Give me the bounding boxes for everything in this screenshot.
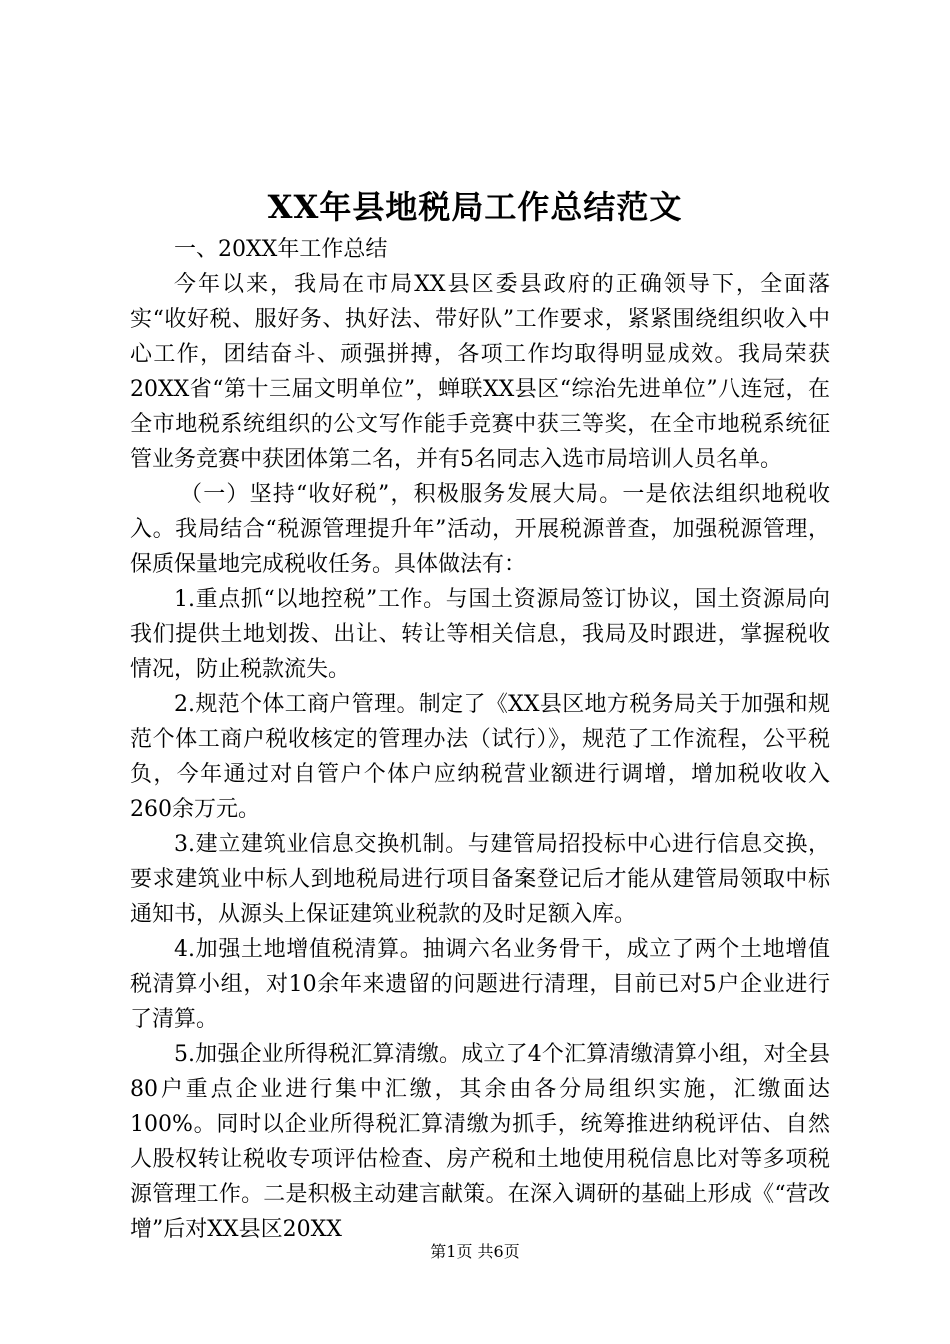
paragraph-subsection-one: （一）坚持“收好税”，积极服务发展大局。一是依法组织地税收入。我局结合“税源管理提升年”活动，开展税源普查，加强税源管理，保质保量地完成税收任务。具体做法有： xyxy=(130,482,830,577)
paragraph-intro: 今年以来，我局在市局XX县区委县政府的正确领导下，全面落实“收好税、服好务、执好法、带好队”工作要求，紧紧围绕组织收入中心工作，团结奋斗、顽强拼搏，各项工作均取得明显成效。我局荣获20XX省“第十三届文明单位”，蝉联XX县区“综治先进单位”八连冠，在全市地税系统组织的公文写作能手竞赛中获三等奖，在全市地税系统征管业务竞赛中获团体第二名，并有5名同志入选市局培训人员名单。 xyxy=(130,272,830,472)
paragraph-item-5: 5.加强企业所得税汇算清缴。成立了4个汇算清缴清算小组，对全县80户重点企业进行集中汇缴，其余由各分局组织实施，汇缴面达100%。同时以企业所得税汇算清缴为抓手，统筹推进纳税评估、自然人股权转让税收专项评估检查、房产税和土地使用税信息比对等多项税源管理工作。二是积极主动建言献策。在深入调研的基础上形成《“营改增”后对XX县区20XX xyxy=(130,1042,830,1242)
paragraph-item-4: 4.加强土地增值税清算。抽调六名业务骨干，成立了两个土地增值税清算小组，对10余年来遗留的问题进行清理，目前已对5户企业进行了清算。 xyxy=(130,937,830,1032)
document-title: XX年县地税局工作总结范文 xyxy=(267,188,683,226)
paragraph-item-3: 3.建立建筑业信息交换机制。与建管局招投标中心进行信息交换，要求建筑业中标人到地税局进行项目备案登记后才能从建管局领取中标通知书，从源头上保证建筑业税款的及时足额入库。 xyxy=(130,832,830,927)
page-footer: 第1页 共6页 xyxy=(430,1242,520,1261)
document-body xyxy=(130,232,830,1247)
paragraph-item-2: 2.规范个体工商户管理。制定了《XX县区地方税务局关于加强和规范个体工商户税收核定的管理办法（试行）》，规范了工作流程，公平税负，今年通过对自管户个体户应纳税营业额进行调增，增加税收收入260余万元。 xyxy=(130,692,830,822)
section-heading: 一、20XX年工作总结 xyxy=(174,237,388,262)
paragraph-item-1: 1.重点抓“以地控税”工作。与国土资源局签订协议，国土资源局向我们提供土地划拨、出让、转让等相关信息，我局及时跟进，掌握税收情况，防止税款流失。 xyxy=(130,587,830,682)
